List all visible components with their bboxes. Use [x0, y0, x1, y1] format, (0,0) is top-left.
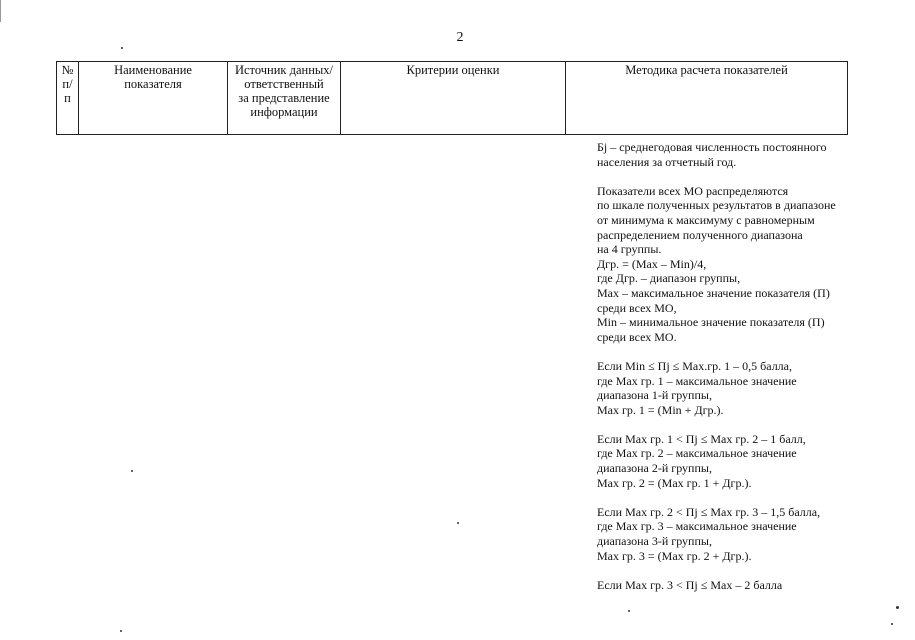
methodology-paragraph: Бj – среднегодовая численность постоянного населения за отчетный год. — [597, 140, 827, 169]
page-number: 2 — [456, 30, 464, 45]
methodology-paragraph: Если Max гр. 2 < Пj ≤ Max гр. 3 – 1,5 балла, где Max гр. 3 – максимальное значение диапазона 3-й группы, Max гр. 3 = (Max гр. 2 + Дгр.). — [597, 504, 821, 563]
methodology-paragraph: Если Min ≤ Пj ≤ Max.гр. 1 – 0,5 балла, где Max гр. 1 – максимальное значение диапазона 1-й группы, Max гр. 1 = (Min + Дгр.). — [597, 358, 797, 417]
methodology-paragraph: Если Max гр. 1 < Пj ≤ Max гр. 2 – 1 балл, где Max гр. 2 – максимальное значение диапазона 2-й группы, Max гр. 2 = (Max гр. 1 + Дгр.). — [597, 431, 806, 490]
header-cell-criteria — [341, 62, 566, 135]
scan-speck — [891, 623, 893, 625]
header-criteria-label: Критерии оценки — [406, 63, 500, 77]
scan-speck — [121, 47, 123, 49]
scan-speck — [896, 606, 899, 609]
header-cell-data-source — [228, 62, 341, 135]
methodology-paragraph: Если Max гр. 3 < Пj ≤ Max – 2 балла — [597, 577, 783, 592]
scan-speck — [131, 470, 133, 472]
indicators-table-header — [56, 61, 848, 135]
methodology-text — [597, 140, 897, 607]
header-cell-indicator-name — [79, 62, 228, 135]
scan-speck — [120, 630, 122, 632]
header-number-label: № п/п — [61, 63, 74, 105]
table-header-row — [57, 62, 848, 135]
header-data-source-label: Источник данных/ ответственный за представление информации — [234, 63, 334, 119]
header-methodology-label: Методика расчета показателей — [625, 63, 788, 77]
scan-edge-line — [0, 0, 1, 22]
header-indicator-name-label: Наименование показателя — [114, 63, 192, 91]
header-cell-number — [57, 62, 79, 135]
scan-speck — [457, 522, 459, 524]
header-cell-methodology — [566, 62, 848, 135]
methodology-paragraph: Показатели всех МО распределяются по шкале полученных результатов в диапазоне от минимума к максимуму с равномерным распределением полученного диапазона на 4 группы. Дгр. = (Max – Min)/4, где Дгр. – диапазон группы, Max – максимальное значение показателя (П) среди всех МО, Min – минимальное значение показателя (П) среди всех МО. — [597, 183, 836, 344]
scan-speck — [628, 610, 630, 612]
